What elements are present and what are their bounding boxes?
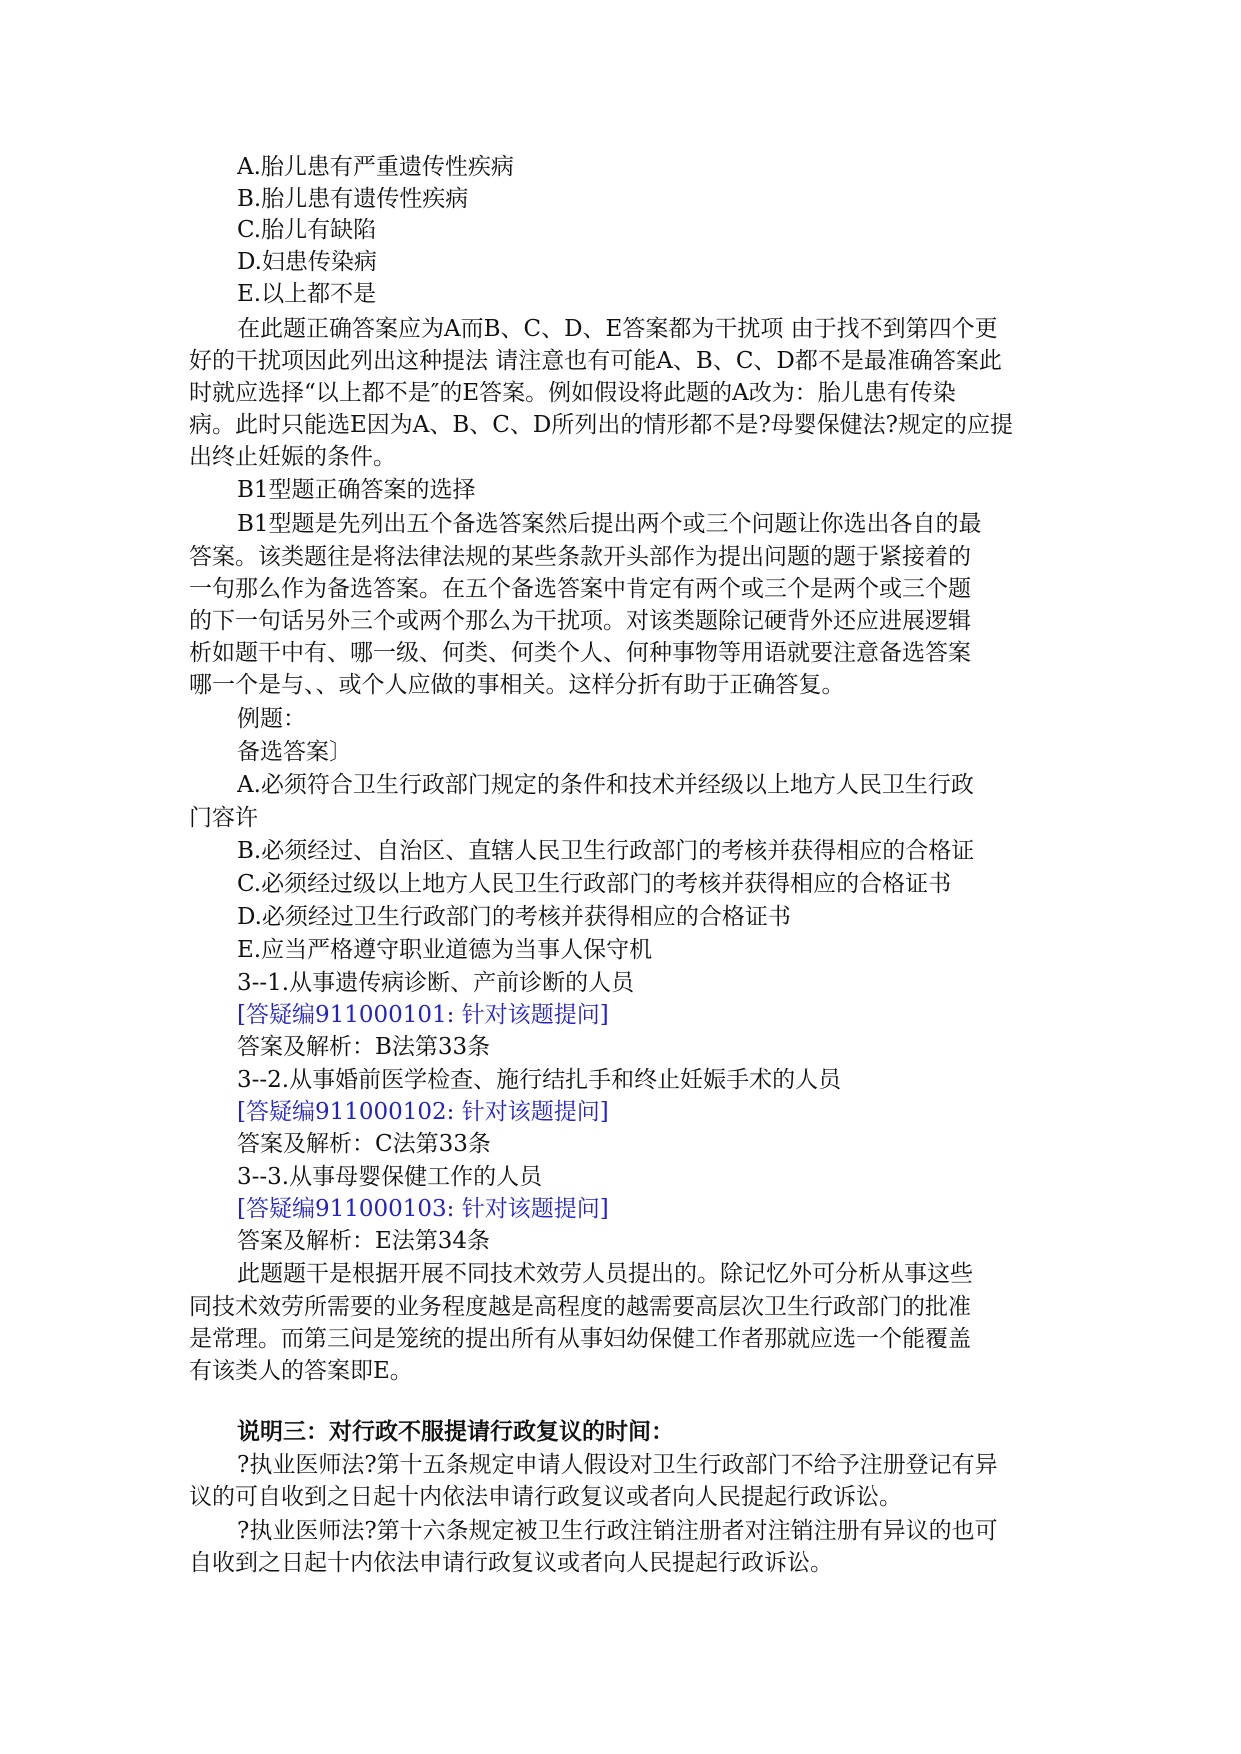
candidate-b-line: B.必须经过、自治区、直辖人民卫生行政部门的考核并获得相应的合格证 (237, 838, 975, 864)
paragraph-line: 是常理。而第三问是笼统的提出所有从事妇幼保健工作者那就应选一个能覆盖 (189, 1326, 971, 1352)
candidate-e-line: E.应当严格遵守职业道德为当事人保守机 (237, 937, 653, 963)
paragraph-line: 哪一个是与、、或个人应做的事相关。这样分折有助于正确答复。 (189, 672, 845, 698)
paragraph-line: ?执业医师法?第十六条规定被卫生行政注销注册者对注销注册有异议的也可 (237, 1518, 998, 1544)
paragraph-line: 此题题干是根据开展不同技术效劳人员提出的。除记忆外可分析从事这些 (237, 1261, 973, 1287)
example-label: 例题： (237, 706, 306, 732)
paragraph-line: 的下一句话另外三个或两个那么为干扰项。对该类题除记硬背外还应进展逻辑 (189, 608, 971, 634)
answer-analysis: 答案及解析：C法第33条 (237, 1131, 491, 1157)
paragraph-line: 在此题正确答案应为A而B、C、D、E答案都为干扰项 由于找不到第四个更 (237, 316, 998, 342)
paragraph-line: 议的可自收到之日起十内依法申请行政复议或者向人民提起行政诉讼。 (189, 1484, 902, 1510)
question-3-2: 3--2.从事婚前医学检查、施行结扎手和终止妊娠手术的人员 (237, 1067, 842, 1093)
answer-analysis: 答案及解析：B法第33条 (237, 1034, 491, 1060)
answer-analysis: 答案及解析：E法第34条 (237, 1228, 491, 1254)
paragraph-line: 自收到之日起十内依法申请行政复议或者向人民提起行政诉讼。 (189, 1550, 833, 1576)
ask-question-link[interactable]: [答疑编911000101: 针对该题提问] (237, 1002, 609, 1028)
option-b-line: B.胎儿患有遗传性疾病 (237, 186, 469, 212)
option-c-line: C.胎儿有缺陷 (237, 217, 377, 243)
candidate-c-line: C.必须经过级以上地方人民卫生行政部门的考核并获得相应的合格证书 (237, 871, 952, 897)
paragraph-line: 时就应选择“以上都不是″的E答案。例如假设将此题的A改为：胎儿患有传染 (189, 380, 956, 406)
paragraph-line: 好的干扰项因此列出这种提法 请注意也有可能A、B、C、D都不是最准确答案此 (189, 348, 1002, 374)
candidate-a-continuation: 门容许 (189, 805, 258, 831)
candidate-d-line: D.必须经过卫生行政部门的考核并获得相应的合格证书 (237, 904, 791, 930)
paragraph-line: 析如题干中有、哪一级、何类、何类个人、何种事物等用语就要注意备选答案 (189, 640, 971, 666)
ask-question-link[interactable]: [答疑编911000103: 针对该题提问] (237, 1196, 609, 1222)
option-e-line: E.以上都不是 (237, 281, 377, 307)
paragraph-line: B1型题是先列出五个备选答案然后提出两个或三个问题让你选出各自的最 (237, 511, 982, 537)
paragraph-line: ?执业医师法?第十五条规定申请人假设对卫生行政部门不给予注册登记有异 (237, 1452, 998, 1478)
candidate-answers-label: 备选答案〕 (237, 739, 352, 765)
section-heading: B1型题正确答案的选择 (237, 477, 476, 503)
question-3-1: 3--1.从事遗传病诊断、产前诊断的人员 (237, 970, 635, 996)
paragraph-line: 一句那么作为备选答案。在五个备选答案中肯定有两个或三个是两个或三个题 (189, 576, 971, 602)
candidate-a-line: A.必须符合卫生行政部门规定的条件和技术并经级以上地方人民卫生行政 (237, 772, 974, 798)
paragraph-line: 病。此时只能选E因为A、B、C、D所列出的情形都不是?母婴保健法?规定的应提 (189, 412, 1014, 438)
option-d-line: D.妇患传染病 (237, 249, 377, 275)
paragraph-line: 出终止妊娠的条件。 (189, 444, 396, 470)
paragraph-line: 同技术效劳所需要的业务程度越是高程度的越需要高层次卫生行政部门的批准 (189, 1294, 971, 1320)
question-3-3: 3--3.从事母婴保健工作的人员 (237, 1164, 543, 1190)
section-heading: 说明三：对行政不服提请行政复议的时间： (237, 1418, 674, 1445)
ask-question-link[interactable]: [答疑编911000102: 针对该题提问] (237, 1099, 609, 1125)
paragraph-line: 答案。该类题往是将法律法规的某些条款开头部作为提出问题的题于紧接着的 (189, 544, 971, 570)
paragraph-line: 有该类人的答案即E。 (189, 1358, 413, 1384)
option-a-line: A.胎儿患有严重遗传性疾病 (237, 154, 514, 180)
